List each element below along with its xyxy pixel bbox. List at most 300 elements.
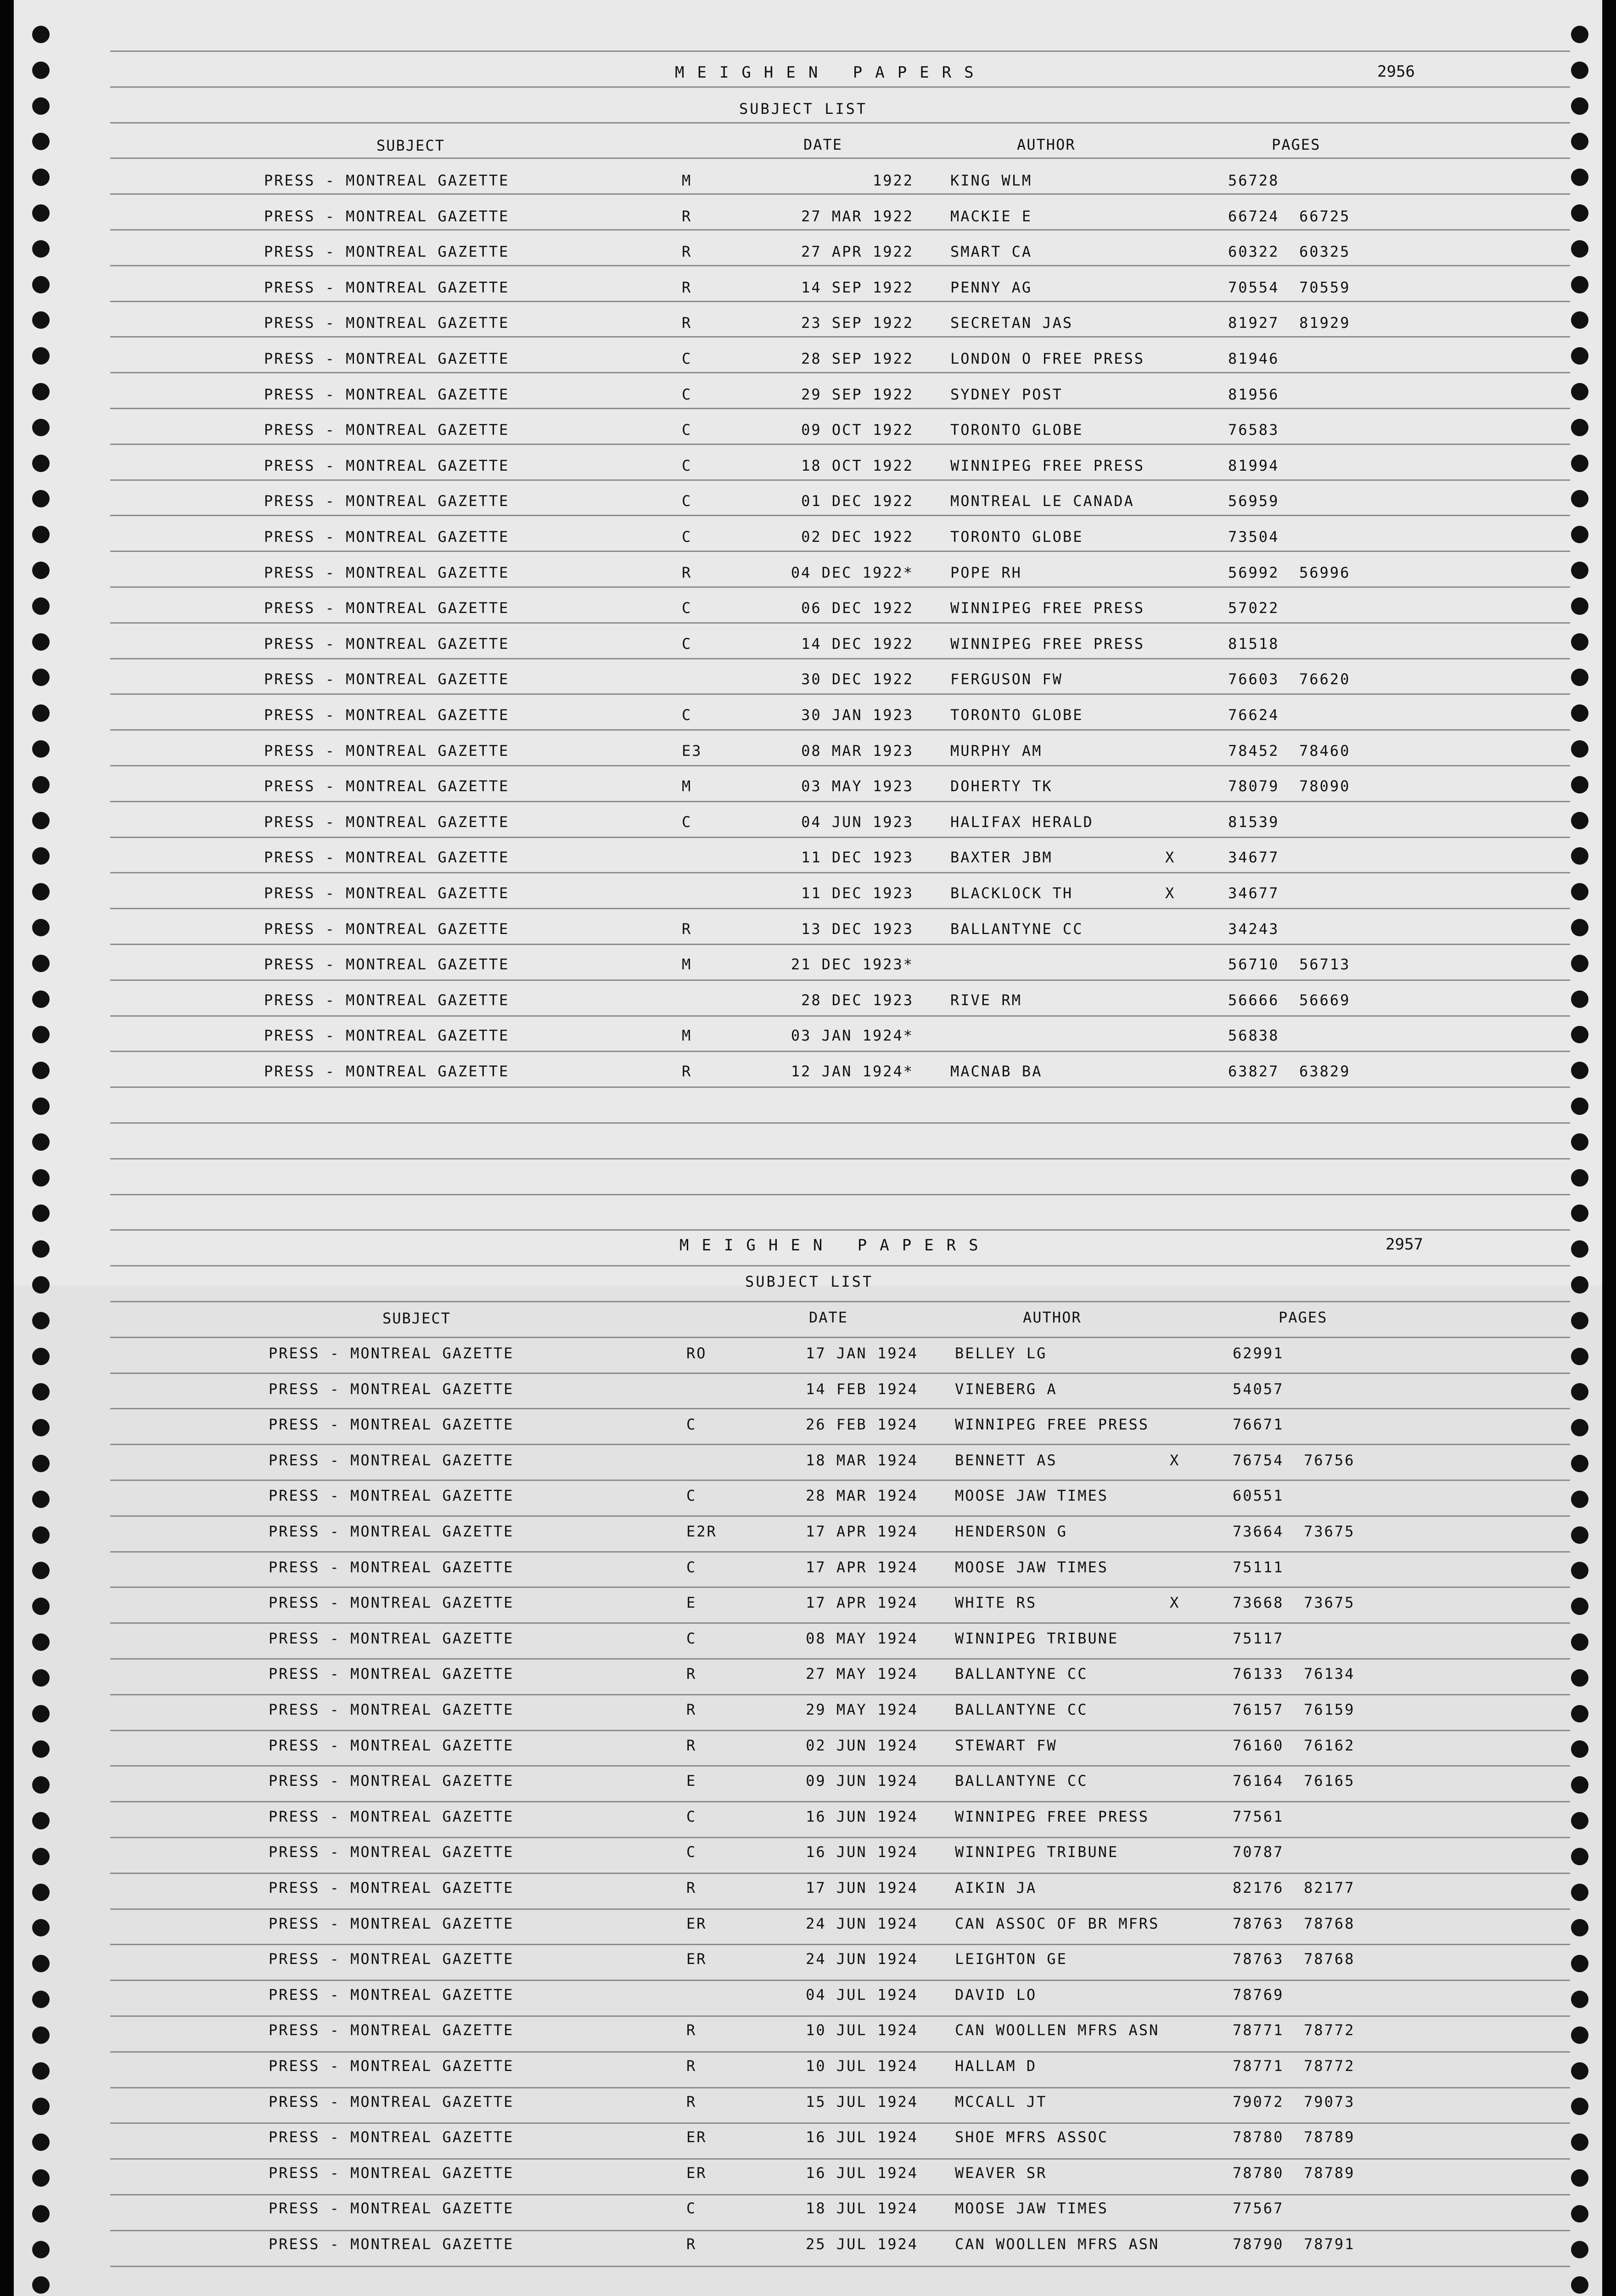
feed-hole: [32, 133, 50, 150]
row-page-end: 78772: [1304, 2057, 1355, 2075]
table-row: [18, 1523, 1602, 1550]
feed-hole: [1571, 1204, 1588, 1222]
row-code: R: [686, 2093, 697, 2110]
row-date: 08 MAR 1923: [801, 742, 914, 760]
ruled-line: [110, 158, 1570, 159]
row-subject: PRESS - MONTREAL GAZETTE: [269, 1559, 514, 1576]
row-subject: PRESS - MONTREAL GAZETTE: [264, 208, 510, 225]
row-code: C: [686, 1843, 697, 1861]
row-subject: PRESS - MONTREAL GAZETTE: [264, 492, 510, 510]
row-author: BAXTER JBM: [950, 849, 1053, 866]
row-page-end: 81929: [1299, 314, 1351, 332]
row-author: AIKIN JA: [955, 1879, 1037, 1896]
row-date: 18 OCT 1922: [801, 457, 914, 474]
row-subject: PRESS - MONTREAL GAZETTE: [264, 314, 510, 332]
row-subject: PRESS - MONTREAL GAZETTE: [264, 172, 510, 189]
row-page-start: 34677: [1228, 884, 1279, 902]
row-date: 14 FEB 1924: [806, 1380, 918, 1398]
row-author: TORONTO GLOBE: [950, 528, 1083, 546]
row-page-start: 78769: [1233, 1986, 1284, 2003]
row-author: MURPHY AM: [950, 742, 1043, 760]
row-date: 16 JUL 1924: [806, 2128, 918, 2146]
row-date: 18 MAR 1924: [806, 1452, 918, 1469]
table-row: [14, 208, 1602, 235]
feed-hole: [1571, 133, 1588, 150]
row-code: R: [686, 2057, 697, 2075]
row-date: 09 JUN 1924: [806, 1772, 918, 1790]
row-subject: PRESS - MONTREAL GAZETTE: [264, 564, 510, 581]
row-page-start: 78780: [1233, 2128, 1284, 2146]
row-subject: PRESS - MONTREAL GAZETTE: [269, 1380, 514, 1398]
row-author: DAVID LO: [955, 1986, 1037, 2003]
row-code: R: [682, 314, 692, 332]
table-row: [14, 599, 1602, 627]
row-date: 01 DEC 1922: [801, 492, 914, 510]
feed-hole: [32, 26, 50, 43]
row-page-start: 76133: [1233, 1665, 1284, 1683]
row-page-start: 62991: [1233, 1345, 1284, 1362]
row-page-end: 78772: [1304, 2021, 1355, 2039]
ruled-line: [110, 1229, 1570, 1231]
row-code: ER: [686, 2164, 707, 2182]
ruled-line: [110, 1301, 1570, 1302]
row-date: 16 JUN 1924: [806, 1843, 918, 1861]
ruled-line: [110, 1373, 1570, 1374]
feed-hole: [32, 1169, 50, 1187]
row-subject: PRESS - MONTREAL GAZETTE: [264, 386, 510, 403]
row-author: BALLANTYNE CC: [955, 1665, 1088, 1683]
row-code: C: [682, 492, 692, 510]
row-date: 16 JUL 1924: [806, 2164, 918, 2182]
row-author: CAN WOOLLEN MFRS ASN: [955, 2235, 1160, 2253]
row-author: WINNIPEG TRIBUNE: [955, 1630, 1119, 1647]
feed-hole: [1571, 2276, 1588, 2294]
row-page-end: 70559: [1299, 279, 1351, 296]
row-subject: PRESS - MONTREAL GAZETTE: [264, 884, 510, 902]
row-subject: PRESS - MONTREAL GAZETTE: [269, 1986, 514, 2003]
row-date: 25 JUL 1924: [806, 2235, 918, 2253]
feed-hole: [32, 1276, 50, 1294]
ruled-line: [110, 2087, 1570, 2088]
row-author: WINNIPEG FREE PRESS: [955, 1808, 1150, 1825]
table-row: [14, 849, 1602, 876]
row-date: 06 DEC 1922: [801, 599, 914, 617]
ruled-line: [110, 2230, 1570, 2231]
table-row: [14, 813, 1602, 841]
row-page-start: 76754: [1233, 1452, 1284, 1469]
row-author: MOOSE JAW TIMES: [955, 1487, 1108, 1504]
row-author: LONDON O FREE PRESS: [950, 350, 1145, 367]
table-row: [14, 777, 1602, 805]
row-author: WINNIPEG FREE PRESS: [950, 635, 1145, 653]
row-code: E2R: [686, 1523, 717, 1540]
ruled-line: [110, 1480, 1570, 1481]
row-author: RIVE RM: [950, 991, 1022, 1009]
ruled-line: [110, 1908, 1570, 1910]
row-page-start: 76671: [1233, 1416, 1284, 1433]
row-subject: PRESS - MONTREAL GAZETTE: [269, 2235, 514, 2253]
ruled-line: [110, 2122, 1570, 2124]
row-page-start: 76583: [1228, 421, 1279, 439]
page-number: 2956: [1377, 62, 1415, 81]
row-author: TORONTO GLOBE: [950, 421, 1083, 439]
row-page-end: 78768: [1304, 1915, 1355, 1932]
table-row: [14, 243, 1602, 270]
table-row: [18, 1594, 1602, 1621]
row-author: BALLANTYNE CC: [950, 920, 1083, 938]
row-code: M: [682, 777, 692, 795]
row-page-end: 56713: [1299, 956, 1351, 973]
row-date: 14 SEP 1922: [801, 279, 914, 296]
row-author: WHITE RS: [955, 1594, 1037, 1611]
row-author: MACKIE E: [950, 208, 1032, 225]
row-subject: PRESS - MONTREAL GAZETTE: [269, 1416, 514, 1433]
table-row: [18, 2057, 1602, 2085]
ruled-line: [110, 1730, 1570, 1731]
ruled-line: [110, 1408, 1570, 1409]
row-x-mark: X: [1165, 849, 1176, 866]
row-page-start: 54057: [1233, 1380, 1284, 1398]
row-date: 15 JUL 1924: [806, 2093, 918, 2110]
row-date: 14 DEC 1922: [801, 635, 914, 653]
row-page-end: 76134: [1304, 1665, 1355, 1683]
table-row: [18, 1879, 1602, 1907]
row-page-start: 76157: [1233, 1701, 1284, 1718]
row-author: SECRETAN JAS: [950, 314, 1073, 332]
row-subject: PRESS - MONTREAL GAZETTE: [264, 1027, 510, 1044]
ruled-line: [110, 86, 1570, 88]
row-subject: PRESS - MONTREAL GAZETTE: [264, 1063, 510, 1080]
row-page-end: 76756: [1304, 1452, 1355, 1469]
row-author: CAN ASSOC OF BR MFRS: [955, 1915, 1160, 1932]
feed-hole: [32, 1312, 50, 1329]
row-page-end: 78768: [1304, 1950, 1355, 1968]
row-subject: PRESS - MONTREAL GAZETTE: [264, 920, 510, 938]
row-page-end: 78789: [1304, 2128, 1355, 2146]
ruled-line: [110, 1622, 1570, 1624]
row-page-end: 79073: [1304, 2093, 1355, 2110]
ruled-line: [110, 2051, 1570, 2053]
row-date: 10 JUL 1924: [806, 2021, 918, 2039]
row-x-mark: X: [1170, 1594, 1180, 1611]
row-code: C: [686, 1630, 697, 1647]
table-row: [18, 1487, 1602, 1514]
row-subject: PRESS - MONTREAL GAZETTE: [264, 457, 510, 474]
row-author: WINNIPEG FREE PRESS: [950, 599, 1145, 617]
row-author: HALLAM D: [955, 2057, 1037, 2075]
row-author: HENDERSON G: [955, 1523, 1067, 1540]
table-row: [14, 492, 1602, 520]
row-subject: PRESS - MONTREAL GAZETTE: [269, 1665, 514, 1683]
row-date: 12 JAN 1924*: [791, 1063, 914, 1080]
row-author: WINNIPEG FREE PRESS: [950, 457, 1145, 474]
row-page-start: 56959: [1228, 492, 1279, 510]
row-page-start: 34243: [1228, 920, 1279, 938]
row-code: M: [682, 172, 692, 189]
row-page-start: 56666: [1228, 991, 1279, 1009]
table-row: [18, 1843, 1602, 1871]
row-date: 17 APR 1924: [806, 1594, 918, 1611]
row-subject: PRESS - MONTREAL GAZETTE: [264, 670, 510, 688]
ruled-line: [110, 1801, 1570, 1802]
table-row: [18, 2093, 1602, 2121]
table-row: [14, 528, 1602, 556]
row-code: C: [682, 706, 692, 724]
row-date: 21 DEC 1923*: [791, 956, 914, 973]
row-page-start: 56992: [1228, 564, 1279, 581]
row-code: C: [686, 1559, 697, 1576]
row-date: 09 OCT 1922: [801, 421, 914, 439]
table-row: [14, 956, 1602, 983]
row-page-start: 34677: [1228, 849, 1279, 866]
row-page-start: 75117: [1233, 1630, 1284, 1647]
row-code: R: [682, 1063, 692, 1080]
table-row: [18, 1737, 1602, 1764]
row-author: VINEBERG A: [955, 1380, 1057, 1398]
feed-hole: [1571, 1133, 1588, 1151]
row-subject: PRESS - MONTREAL GAZETTE: [269, 2057, 514, 2075]
row-code: R: [686, 1665, 697, 1683]
row-author: MONTREAL LE CANADA: [950, 492, 1134, 510]
row-author: BENNETT AS: [955, 1452, 1057, 1469]
row-date: 17 APR 1924: [806, 1523, 918, 1540]
row-page-start: 82176: [1233, 1879, 1284, 1896]
ruled-line: [110, 1194, 1570, 1195]
row-date: 28 DEC 1923: [801, 991, 914, 1009]
feed-hole: [1571, 97, 1588, 115]
row-page-start: 73504: [1228, 528, 1279, 546]
table-row: [18, 2200, 1602, 2227]
row-author: BLACKLOCK TH: [950, 884, 1073, 902]
table-row: [14, 279, 1602, 306]
table-row: [18, 1380, 1602, 1408]
table-row: [18, 1808, 1602, 1835]
row-date: 28 MAR 1924: [806, 1487, 918, 1504]
table-row: [14, 1063, 1602, 1090]
ruled-line: [110, 1837, 1570, 1838]
row-date: 08 MAY 1924: [806, 1630, 918, 1647]
ruled-line: [110, 1694, 1570, 1695]
column-header-pages: PAGES: [1272, 136, 1321, 153]
row-author: SYDNEY POST: [950, 386, 1063, 403]
table-row: [14, 350, 1602, 377]
ruled-line: [110, 1658, 1570, 1660]
row-page-start: 76160: [1233, 1737, 1284, 1754]
row-subject: PRESS - MONTREAL GAZETTE: [269, 2093, 514, 2110]
row-page-start: 73668: [1233, 1594, 1284, 1611]
row-code: C: [682, 599, 692, 617]
page-title: MEIGHEN PAPERS: [675, 63, 987, 82]
row-page-end: 63829: [1299, 1063, 1351, 1080]
ruled-line: [110, 1122, 1570, 1124]
ruled-line: [110, 1765, 1570, 1767]
table-row: [14, 670, 1602, 698]
row-subject: PRESS - MONTREAL GAZETTE: [269, 1879, 514, 1896]
row-author: BALLANTYNE CC: [955, 1701, 1088, 1718]
table-row: [18, 1345, 1602, 1372]
row-date: 03 MAY 1923: [801, 777, 914, 795]
row-author: HALIFAX HERALD: [950, 813, 1094, 831]
row-page-start: 79072: [1233, 2093, 1284, 2110]
row-page-start: 78771: [1233, 2057, 1284, 2075]
row-page-end: 73675: [1304, 1594, 1355, 1611]
row-page-end: 76159: [1304, 1701, 1355, 1718]
row-page-start: 70787: [1233, 1843, 1284, 1861]
row-page-start: 56728: [1228, 172, 1279, 189]
row-subject: PRESS - MONTREAL GAZETTE: [264, 350, 510, 367]
row-author: DOHERTY TK: [950, 777, 1053, 795]
row-date: 24 JUN 1924: [806, 1950, 918, 1968]
table-row: [14, 706, 1602, 734]
row-page-end: 56669: [1299, 991, 1351, 1009]
column-header-pages: PAGES: [1279, 1309, 1328, 1326]
ruled-line: [110, 1587, 1570, 1588]
row-code: C: [682, 350, 692, 367]
row-date: 30 DEC 1922: [801, 670, 914, 688]
row-page-end: 73675: [1304, 1523, 1355, 1540]
row-subject: PRESS - MONTREAL GAZETTE: [269, 1452, 514, 1469]
feed-hole: [1571, 26, 1588, 43]
row-author: LEIGHTON GE: [955, 1950, 1067, 1968]
row-page-start: 78452: [1228, 742, 1279, 760]
row-code: ER: [686, 1950, 707, 1968]
row-subject: PRESS - MONTREAL GAZETTE: [269, 1915, 514, 1932]
row-page-start: 76603: [1228, 670, 1279, 688]
table-row: [18, 1950, 1602, 1978]
row-page-start: 56838: [1228, 1027, 1279, 1044]
ruled-line: [110, 1515, 1570, 1517]
table-row: [18, 2164, 1602, 2192]
ruled-line: [110, 1158, 1570, 1159]
row-page-start: 56710: [1228, 956, 1279, 973]
row-subject: PRESS - MONTREAL GAZETTE: [269, 2164, 514, 2182]
row-subject: PRESS - MONTREAL GAZETTE: [269, 1950, 514, 1968]
ruled-line: [110, 2015, 1570, 2017]
row-code: R: [686, 2235, 697, 2253]
row-date: 18 JUL 1924: [806, 2200, 918, 2217]
table-row: [18, 1416, 1602, 1443]
row-subject: PRESS - MONTREAL GAZETTE: [264, 421, 510, 439]
row-author: MACNAB BA: [950, 1063, 1043, 1080]
microfilm-sheet: [14, 0, 1602, 2296]
row-page-end: 76162: [1304, 1737, 1355, 1754]
row-page-end: 60325: [1299, 243, 1351, 260]
row-subject: PRESS - MONTREAL GAZETTE: [264, 849, 510, 866]
table-row: [18, 1772, 1602, 1800]
page-number: 2957: [1386, 1235, 1423, 1254]
ruled-line: [110, 51, 1570, 52]
row-code: E3: [682, 742, 702, 760]
row-date: 17 JAN 1924: [806, 1345, 918, 1362]
feed-hole: [32, 62, 50, 79]
table-row: [18, 1559, 1602, 1586]
table-row: [14, 564, 1602, 591]
row-date: 30 JAN 1923: [801, 706, 914, 724]
row-page-end: 78460: [1299, 742, 1351, 760]
row-date: 29 SEP 1922: [801, 386, 914, 403]
row-author: MOOSE JAW TIMES: [955, 2200, 1108, 2217]
row-code: ER: [686, 2128, 707, 2146]
row-page-start: 76164: [1233, 1772, 1284, 1790]
row-page-start: 81927: [1228, 314, 1279, 332]
row-page-start: 81994: [1228, 457, 1279, 474]
row-date: 17 JUN 1924: [806, 1879, 918, 1896]
row-date: 27 APR 1922: [801, 243, 914, 260]
table-row: [14, 421, 1602, 449]
row-subject: PRESS - MONTREAL GAZETTE: [264, 635, 510, 653]
row-page-start: 60551: [1233, 1487, 1284, 1504]
column-header-author: AUTHOR: [1017, 136, 1076, 153]
feed-hole: [1571, 1240, 1588, 1258]
row-author: MOOSE JAW TIMES: [955, 1559, 1108, 1576]
row-code: E: [686, 1594, 697, 1611]
row-code: R: [682, 920, 692, 938]
row-subject: PRESS - MONTREAL GAZETTE: [264, 991, 510, 1009]
row-author: SHOE MFRS ASSOC: [955, 2128, 1108, 2146]
row-page-end: 56996: [1299, 564, 1351, 581]
row-code: R: [686, 1737, 697, 1754]
row-code: R: [682, 564, 692, 581]
row-date: 02 JUN 1924: [806, 1737, 918, 1754]
row-subject: PRESS - MONTREAL GAZETTE: [269, 1594, 514, 1611]
row-date: 04 JUL 1924: [806, 1986, 918, 2003]
ruled-line: [110, 1980, 1570, 1981]
row-date: 11 DEC 1923: [801, 884, 914, 902]
row-date: 28 SEP 1922: [801, 350, 914, 367]
ruled-line: [110, 1551, 1570, 1553]
row-page-end: 78090: [1299, 777, 1351, 795]
column-header-date: DATE: [809, 1309, 848, 1326]
row-page-start: 81956: [1228, 386, 1279, 403]
table-row: [14, 884, 1602, 912]
row-date: 26 FEB 1924: [806, 1416, 918, 1433]
row-author: MCCALL JT: [955, 2093, 1047, 2110]
feed-hole: [32, 1240, 50, 1258]
row-date: 02 DEC 1922: [801, 528, 914, 546]
row-date: 29 MAY 1924: [806, 1701, 918, 1718]
row-date: 04 JUN 1923: [801, 813, 914, 831]
table-row: [14, 920, 1602, 948]
row-subject: PRESS - MONTREAL GAZETTE: [264, 528, 510, 546]
row-author: SMART CA: [950, 243, 1032, 260]
table-row: [14, 635, 1602, 663]
page-title: MEIGHEN PAPERS: [679, 1236, 991, 1255]
row-page-start: 57022: [1228, 599, 1279, 617]
row-code: R: [686, 1701, 697, 1718]
row-page-start: 78763: [1233, 1950, 1284, 1968]
row-subject: PRESS - MONTREAL GAZETTE: [269, 2021, 514, 2039]
row-page-start: 77561: [1233, 1808, 1284, 1825]
row-page-end: 78791: [1304, 2235, 1355, 2253]
row-code: C: [686, 2200, 697, 2217]
feed-hole: [1571, 1312, 1588, 1329]
row-date: 04 DEC 1922*: [791, 564, 914, 581]
row-author: TORONTO GLOBE: [950, 706, 1083, 724]
column-header-subject: SUBJECT: [376, 137, 445, 154]
row-author: POPE RH: [950, 564, 1022, 581]
row-page-start: 77567: [1233, 2200, 1284, 2217]
table-row: [14, 457, 1602, 484]
row-code: E: [686, 1772, 697, 1790]
row-page-end: 82177: [1304, 1879, 1355, 1896]
row-date: 11 DEC 1923: [801, 849, 914, 866]
row-date: 10 JUL 1924: [806, 2057, 918, 2075]
table-row: [18, 1665, 1602, 1693]
ruled-line: [110, 2266, 1570, 2267]
row-page-start: 81539: [1228, 813, 1279, 831]
row-page-start: 81518: [1228, 635, 1279, 653]
table-row: [14, 742, 1602, 770]
